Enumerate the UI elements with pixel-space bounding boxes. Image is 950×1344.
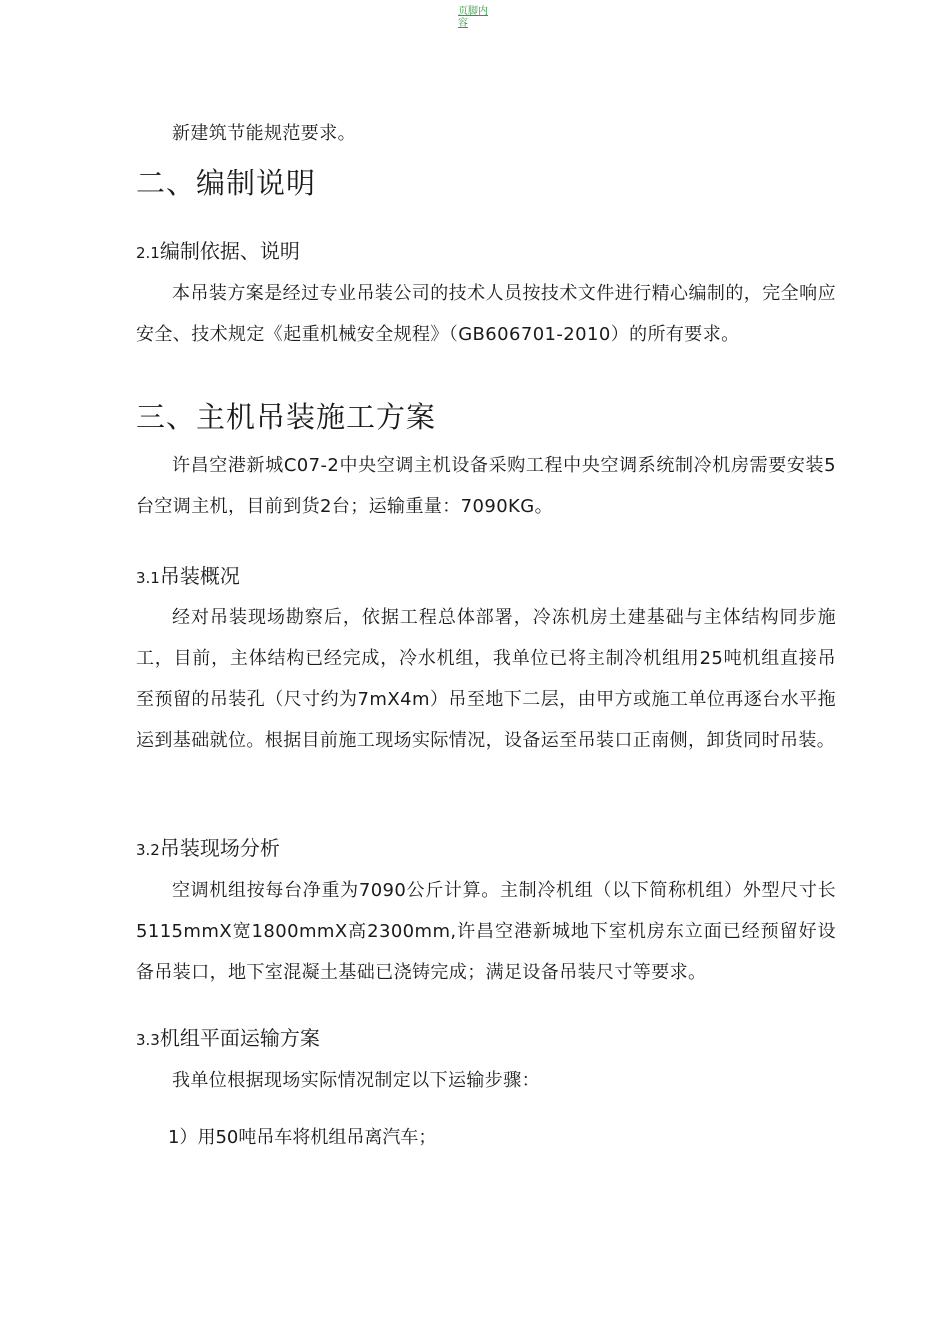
paragraph-3-3: 我单位根据现场实际情况制定以下运输步骤： xyxy=(172,1070,540,1091)
subsection-title: 编制依据、说明 xyxy=(159,239,300,263)
section-3-heading: 三、主机吊装施工方案 xyxy=(136,400,437,434)
subsection-number: 3.2 xyxy=(136,841,160,859)
section-2-heading: 二、编制说明 xyxy=(136,166,317,200)
paragraph-3-2: 空调机组按每台净重为7090公斤计算。主制冷机组（以下简称机组）外型尺寸长5115mmX宽1800mmX高2300mm,许昌空港新城地下室机房东立面已经预留好设备吊装口，地下室混凝土基础已浇铸完成；满足设备吊装尺寸等要求。 xyxy=(136,880,836,983)
subsection-title: 机组平面运输方案 xyxy=(159,1026,320,1050)
paragraph-3-intro: 许昌空港新城C07-2中央空调主机设备采购工程中央空调系统制冷机房需要安装5台空调主机，目前到货2台；运输重量：7090KG。 xyxy=(136,455,836,517)
subsection-3-1-heading xyxy=(136,561,836,593)
subsection-title: 吊装现场分析 xyxy=(159,836,280,860)
paragraph-2-1: 本吊装方案是经过专业吊装公司的技术人员按技术文件进行精心编制的，完全响应安全、技术规定《起重机械安全规程》（GB606701-2010）的所有要求。 xyxy=(136,283,836,345)
subsection-title: 吊装概况 xyxy=(159,564,240,588)
list-item: 1）用50吨吊车将机组吊离汽车； xyxy=(168,1127,437,1148)
header-mark[interactable]: 页脚内容 xyxy=(458,6,488,29)
subsection-3-3-heading xyxy=(136,1023,836,1055)
paragraph-3-1: 经对吊装现场勘察后，依据工程总体部署，冷冻机房土建基础与主体结构同步施工，目前，主体结构已经完成，冷水机组，我单位已将主制冷机组用25吨机组直接吊至预留的吊装孔（尺寸约为7mⅩ4m）吊至地下二层，由甲方或施工单位再逐台水平拖运到基础就位。根据目前施工现场实际情况，设备运至吊装口正南侧，卸货同时吊装。 xyxy=(136,607,836,751)
subsection-3-2-heading xyxy=(136,833,836,865)
subsection-number: 3.1 xyxy=(136,569,160,587)
continuation-text: 新建筑节能规范要求。 xyxy=(172,123,356,144)
subsection-number: 3.3 xyxy=(136,1031,160,1049)
subsection-number: 2.1 xyxy=(136,244,160,262)
subsection-2-1-heading xyxy=(136,236,836,268)
